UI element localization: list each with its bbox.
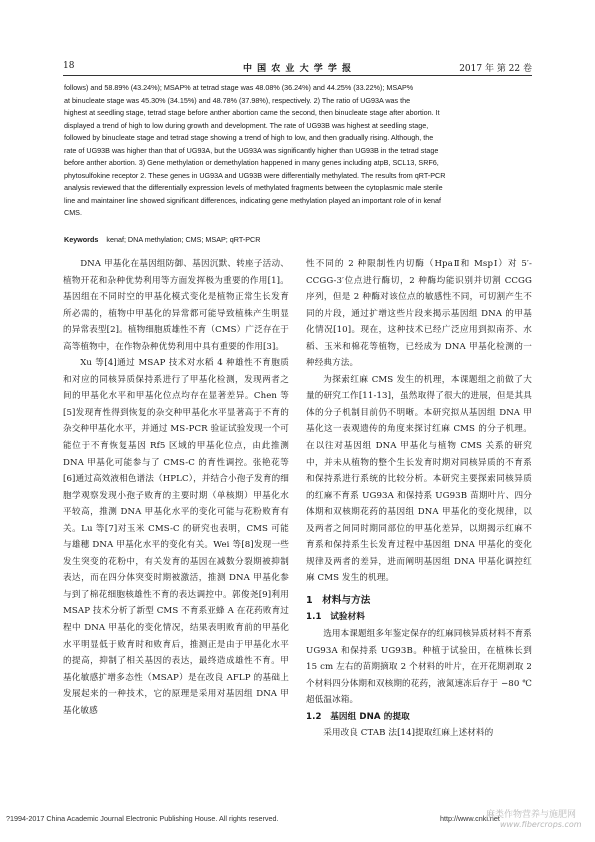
abstract-line: follows) and 58.89% (43.24%); MSAP% at tetrad stage was 48.08% (36.24%) and 44.25% (33.22%); MSAP%: [64, 83, 414, 92]
watermark-text: 麻类作物营养与施肥网: [486, 810, 577, 820]
watermark-url: www.fibercrops.com: [500, 820, 582, 829]
body-paragraph: Xu 等[4]通过 MSAP 技术对水稻 4 种雄性不育胞质和对应的同核异质保持系进行了甲基化检测，发现两者之间的甲基化水平和甲基化位点均存在显著差异。Chen 等[5]发现育性得到恢复的杂交种甲基化水平显著高于不育的杂交种甲基化水平，并通过 MS-PCR 验证试验发现一个可能位于不育恢复基因 Rf5 区域的甲基化位点，由此推测 DNA 甲基化可能参与了 CMS-C 的育性调控。张艳花等[6]通过高效液相色谱法（HPLC），并结合小孢子发育的细胞学观察发现小孢子败育的主要时期（单核期）甲基化水平较高，推测 DNA 甲基化水平的变化可能与花粉败育有关。Lu 等[7]对玉米 CMS-C 的研究也表明，CMS 可能与雄穗 DNA 甲基化水平的变化有关。Wei 等[8]发现一些发生突变的花粉中，有关发育的基因在减数分裂期被抑制表达，而在四分体突变时期被激活，推测 DNA 甲基化参与到了棉花细胞核雄性不育的表达调控中。郭俊尧[9]利用 MSAP 技术分析了新型 CMS 不育系亚蜂 A 在花药败育过程中 DNA 甲基化的变化情况，结果表明败育前的甲基化水平明显低于败育时和败育后，推测正是由于甲基化水平的提高，抑制了相关基因的表达，最终造成雄性不育。甲基化敏感扩增多态性（MSAP）是在改良 AFLP 的基础上发展起来的一种技术，它的原理是采用对基因组 DNA 甲基化敏感: [63, 358, 289, 716]
abstract-line: followed by binucleate stage and tetrad stage showing a trend of high to low, and then gradually rising. Although, the: [64, 133, 434, 143]
abstract-line: analysis reviewed that the differentially expression levels of methylated fragments between the cytoplasmic male sterile: [64, 183, 443, 193]
subsection-title: 1.2 基因组 DNA 的提取: [306, 711, 410, 722]
body-paragraph: 采用改良 CTAB 法[14]提取红麻上述材料的: [323, 728, 494, 739]
keywords-label: Keywords: [64, 235, 99, 244]
body-paragraph: DNA 甲基化在基因组防御、基因沉默、转座子活动、植物开花和杂种优势利用等方面发挥极为重要的作用[1]。基因组在不同时空的甲基化模式变化是植物正常生长发育所必需的，植物中甲基化的异常都可能导致植株产生明显的异常表型[2]。植物细胞质雄性不育（CMS）广泛存在于高等植物中，在作物杂种优势利用中具有重要的作用[3]。: [63, 259, 289, 352]
abstract-line: rate of UG93B was higher than that of UG93A, but the UG93A was significantly higher than UG93B in the tetrad stage: [64, 145, 439, 155]
copyright-notice: ?1994-2017 China Academic Journal Electronic Publishing House. All rights reserved.: [6, 814, 279, 823]
body-paragraph: 性不同的 2 种限制性内切酶（HpaⅡ和 MspⅠ）对 5′-CCGG-3′位点进行酶切，2 种酶均能识别并切割 CCGG 序列，但是 2 种酶对该位点的敏感性不同，可切割产生不同的片段，通过扩增这些片段来揭示基因组 DNA 的甲基化情况[10]。现在，这种技术已经广泛应用到拟南芥、水稻、玉米和棉花等植物，已经成为 DNA 甲基化检测的一种经典方法。: [306, 259, 532, 369]
section-title: 1 材料与方法: [306, 594, 371, 606]
body-paragraph: 为探索红麻 CMS 发生的机理，本课题组之前做了大量的研究工作[11-13]，虽然取得了很大的进展，但是其具体的分子机制目前仍不明晰。本研究拟从基因组 DNA 甲基化这一表观遗传的角度来探讨红麻 CMS 的分子机理。在以往对基因组 DNA 甲基化与植物 CMS 关系的研究中，并未从植物的整个生长发育时期对同核异质的不育系和保持系进行系统的比较分析。本研究主要探索同核异质的红麻不育系 UG93A 和保持系 UG93B 苗期叶片、四分体期和双核期花药的基因组 DNA 甲基化的变化规律，以及两者之间同时期同部位的甲基化差异，以期揭示红麻不育系和保持系生长发育过程中基因组 DNA 甲基化的变化规律及两者的差异，进而阐明基因组 DNA 甲基化调控红麻 CMS 发生的机理。: [306, 374, 532, 584]
abstract-line: displayed a trend of high to low during growth and development. The rate of UG93B was highest at seedling stage,: [64, 120, 429, 130]
right-column: [306, 256, 532, 742]
abstract-line: at binucleate stage was 45.30% (34.15%) and 48.78% (37.98%), respectively. 2) The ratio of UG93A was the: [64, 95, 411, 105]
page-number: 18: [63, 61, 75, 71]
subsection-title: 1.1 试验材料: [306, 612, 365, 623]
abstract-line: CMS.: [64, 208, 82, 218]
cnki-link[interactable]: http://www.cnki.net: [440, 814, 500, 823]
header-rule: [63, 75, 532, 76]
abstract-line: line and maintainer line showed significant differences, indicating gene methylation played an important role of in kenaf: [64, 195, 442, 205]
issue-info: 2017 年 第 22 卷: [459, 64, 532, 74]
keywords-value: kenaf; DNA methylation; CMS; MSAP; qRT-PCR: [106, 235, 261, 244]
left-column: [63, 256, 289, 719]
abstract-line: before anther abortion. 3) Gene methylation or demethylation happened in many genes including atpB, SCL13, SRF6,: [64, 158, 439, 168]
abstract-line: highest at seedling stage, tetrad stage before anther abortion came the second, then binucleate stage after abortion. It: [64, 108, 440, 118]
keywords-line: [64, 235, 531, 244]
abstract-block: [64, 82, 531, 220]
abstract-line: phytosulfokine receptor 2. These genes in UG93A and UG93B were differentially methylated. The results from qRT-PCR: [64, 170, 446, 180]
journal-name: 中 国 农 业 大 学 学 报: [243, 64, 352, 74]
body-paragraph: 选用本课题组多年鉴定保存的红麻同核异质材料不育系 UG93A 和保持系 UG93B。种植于试验田，在植株长到 15 cm 左右的苗期摘取 2 个材料的叶片，在开花期剥取 2 个材料四分体期和双核期的花药，液氮速冻后存于 −80 ℃ 超低温冰箱。: [306, 629, 532, 706]
